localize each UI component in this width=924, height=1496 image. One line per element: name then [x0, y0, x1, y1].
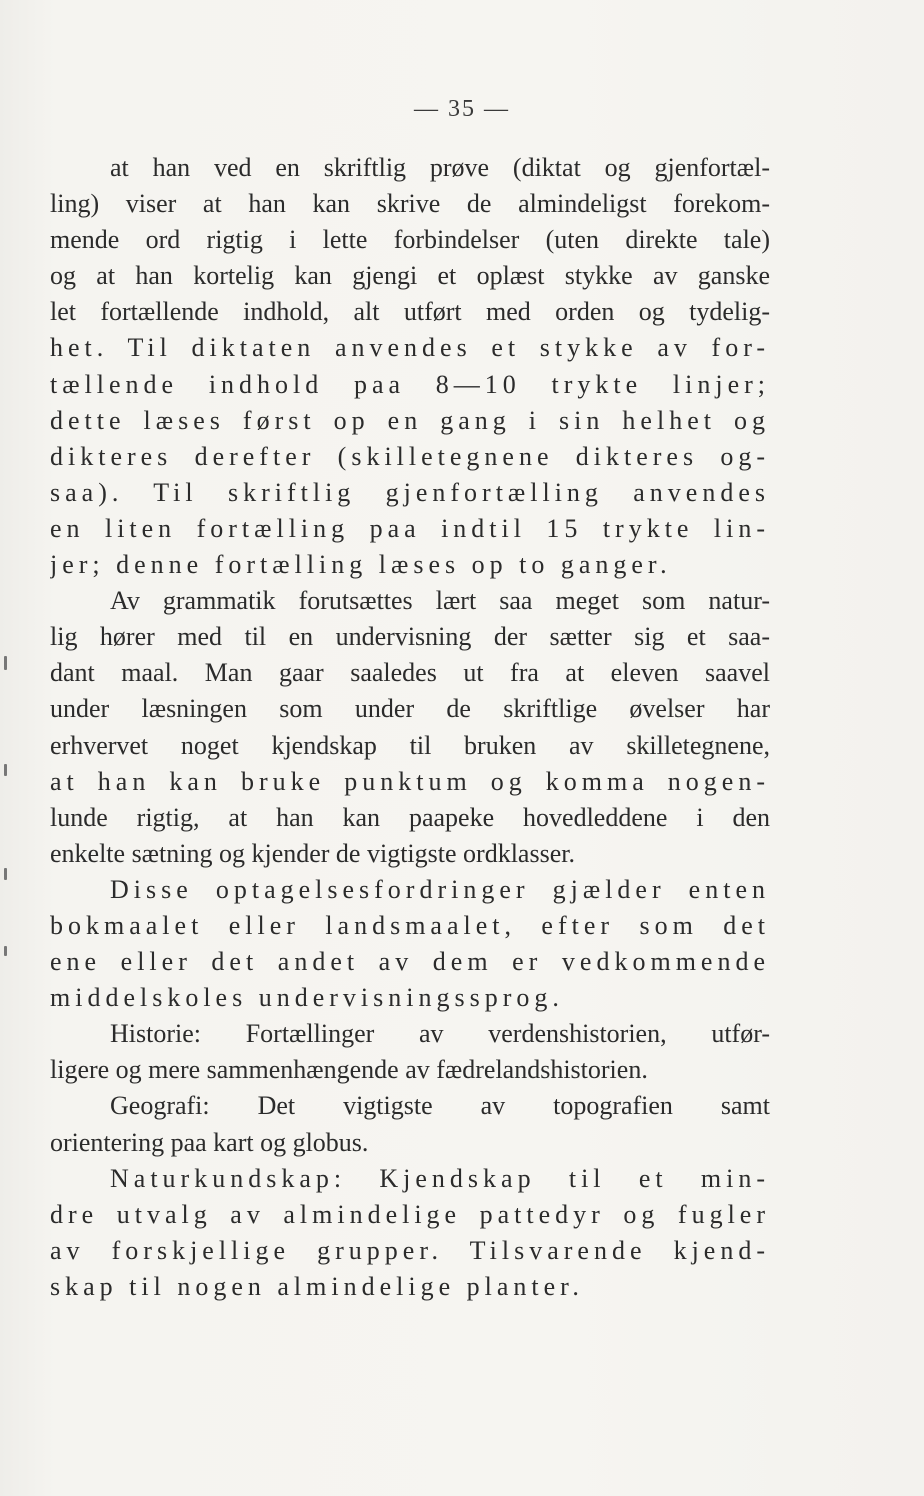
text-line: Naturkundskap: Kjendskap til et min-: [110, 1163, 770, 1193]
text-line: under læsningen som under de skriftlige øvelser har: [50, 694, 770, 724]
text-line: jer; denne fortælling læses op to ganger.: [50, 550, 672, 580]
text-line: ligere og mere sammenhængende av fædrelandshistorien.: [50, 1055, 648, 1085]
text-line: middelskoles undervisningssprog.: [50, 983, 564, 1013]
scan-edge-mark: [4, 764, 7, 776]
text-line: dre utvalg av almindelige pattedyr og fugler: [50, 1199, 770, 1229]
text-line: av forskjellige grupper. Tilsvarende kjend-: [50, 1235, 770, 1265]
text-line: dant maal. Man gaar saaledes ut fra at eleven saavel: [50, 658, 770, 688]
text-line: Geografi: Det vigtigste av topografien samt: [110, 1091, 770, 1121]
scan-edge-mark: [4, 656, 7, 670]
text-line: og at han kortelig kan gjengi et oplæst stykke av ganske: [50, 261, 770, 291]
body-text: [50, 150, 770, 1305]
text-line: orientering paa kart og globus.: [50, 1127, 369, 1157]
text-line: bokmaalet eller landsmaalet, efter som det: [50, 910, 770, 940]
scan-edge-mark: [4, 946, 7, 956]
text-line: lunde rigtig, at han kan paapeke hovedleddene i den: [50, 802, 770, 832]
text-line: ene eller det andet av dem er vedkommende: [50, 947, 770, 977]
text-line: dikteres derefter (skilletegnene dikteres og-: [50, 441, 770, 471]
text-line: erhvervet noget kjendskap til bruken av skilletegnene,: [50, 730, 770, 760]
text-line: saa). Til skriftlig gjenfortælling anvendes: [50, 477, 770, 507]
text-line: lig hører med til en undervisning der sætter sig et saa-: [50, 622, 770, 652]
text-line: dette læses først op en gang i sin helhet og: [50, 405, 770, 435]
text-line: en liten fortælling paa indtil 15 trykte lin-: [50, 513, 770, 543]
text-line: skap til nogen almindelige planter.: [50, 1271, 584, 1301]
text-line: Disse optagelsesfordringer gjælder enten: [110, 874, 770, 904]
text-line: enkelte sætning og kjender de vigtigste ordklasser.: [50, 838, 575, 868]
text-line: ling) viser at han kan skrive de almindeligst forekom-: [50, 189, 770, 219]
page-number: — 35 —: [414, 96, 510, 122]
text-line: Historie: Fortællinger av verdenshistorien, utfør-: [110, 1019, 770, 1049]
text-line: mende ord rigtig i lette forbindelser (uten direkte tale): [50, 225, 770, 255]
scan-edge-mark: [4, 868, 7, 880]
text-line: let fortællende indhold, alt utført med orden og tydelig-: [50, 297, 770, 327]
text-line: tællende indhold paa 8—10 trykte linjer;: [50, 369, 770, 399]
text-line: at han kan bruke punktum og komma nogen-: [50, 766, 770, 796]
text-line: het. Til diktaten anvendes et stykke av for-: [50, 333, 770, 363]
text-line: Av grammatik forutsættes lært saa meget som natur-: [110, 586, 770, 616]
text-line: at han ved en skriftlig prøve (diktat og gjenfortæl-: [110, 153, 770, 182]
